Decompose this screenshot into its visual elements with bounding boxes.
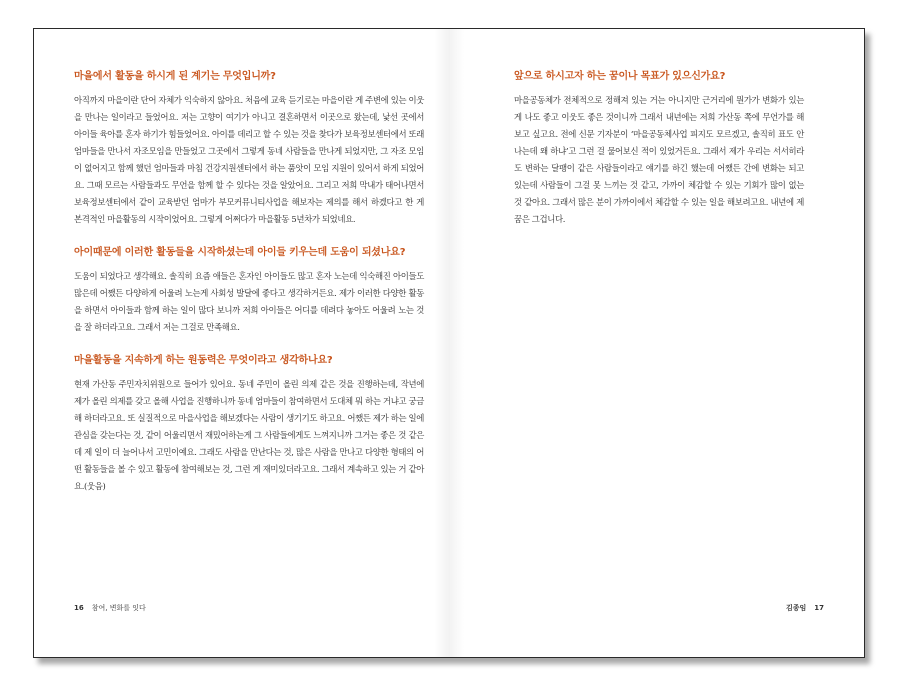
running-title: 참여, 변화를 잇다 (91, 604, 146, 612)
right-page (449, 29, 864, 657)
answer-paragraph: 마을공동체가 전체적으로 정해져 있는 거는 아니지만 근거리에 뭔가가 변화가 있는 게 나도 좋고 이웃도 좋은 것이니까 그래서 내년에는 저희 가산동 쪽에 무언가를 해보고 싶고요. 전에 신문 기자분이 ‘마을공동체사업 피지도 모르겠고, 솔직히 표도 안 나는데 왜 하냐’고 그런 걸 물어보신 적이 있었거든요. 그래서 제가 우리는 서서히라도 변하는 달팽이 같은 사람들이라고 얘기를 하긴 했는데 어쨌든 간에 변화는 되고 있는데 사람들이 그걸 못 느끼는 것 같고, 가까이 체감할 수 있는 기회가 많이 없는 것 같아요. 그래서 많은 분이 가까이에서 체감할 수 있는 일을 해보려고요. 내년에 제 꿈은 그겁니다. (514, 95, 804, 224)
answer-paragraph: 아직까지 마을이란 단어 자체가 익숙하지 않아요. 처음에 교육 듣기로는 마을이란 게 주변에 있는 이웃을 만나는 일이라고 들었어요. 저는 고향이 여기가 아니고 결혼하면서 이곳으로 왔는데, 낯선 곳에서 아이들 육아를 혼자 하기가 힘들었어요. 아이를 데리고 할 수 있는 것을 찾다가 보육정보센터에서 또래 엄마들을 만나서 자조모임을 만들었고 그곳에서 그렇게 동네 사람들을 만나게 되었지만, 그 자조 모임이 없어지고 함께 했던 엄마들과 마침 건강지원센터에서 하는 품앗이 모임 지원이 있어서 하게 되었어요. 그때 모르는 사람들과도 무언을 함께 할 수 있다는 것을 알았어요. 그리고 저희 막내가 태어나면서 보육정보센터에서 같이 교육받던 엄마가 부모커뮤니티사업을 해보자는 제의를 해서 하겠다고 한 게 본격적인 마을활동의 시작이었어요. 그렇게 어쩌다가 마을활동 5년차가 되었네요. (74, 95, 424, 224)
right-page-content (514, 70, 804, 228)
book-spread (33, 28, 865, 658)
right-page-footer (786, 603, 824, 613)
left-page-content (74, 70, 424, 495)
page-number: 16 (74, 604, 84, 612)
question-heading: 마을에서 활동을 하시게 된 계기는 무엇입니까? (74, 71, 276, 82)
left-page (34, 29, 449, 657)
answer-paragraph: 현재 가산동 주민자치위원으로 들어가 있어요. 동네 주민이 올린 의제 같은 것을 진행하는데, 작년에 제가 올린 의제를 갖고 올해 사업을 진행하니까 동네 엄마들이 참여하면서 도대체 뭐 하는 거냐고 궁금해 하더라고요. 또 실질적으로 마을사업을 해보겠다는 사람이 생기기도 하고요. 어쨌든 제가 하는 일에 관심을 갖는다는 것, 같이 어울리면서 재밌어하는게 그 사람들에게도 느껴지니까 그거는 좋은 것 같은데 제 일이 더 늘어나서 고민이예요. 그래도 사람을 만난다는 것, 많은 사람을 만나고 다양한 형태의 어떤 활동들을 볼 수 있고 활동에 참여해보는 것, 그런 게 재미있더라고요. 그래서 계속하고 있는 거 같아요.(웃음) (74, 379, 424, 491)
page-number: 17 (814, 604, 824, 612)
question-heading: 마을활동을 지속하게 하는 원동력은 무엇이라고 생각하나요? (74, 355, 333, 366)
author-name: 김종임 (785, 604, 807, 612)
question-heading: 아이때문에 이러한 활동들을 시작하셨는데 아이들 키우는데 도움이 되셨나요? (74, 247, 406, 258)
left-page-footer (74, 603, 146, 613)
answer-paragraph: 도움이 되었다고 생각해요. 솔직히 요즘 애들은 혼자인 아이들도 많고 혼자 노는데 익숙해진 아이들도 많은데 어쨌든 다양하게 어울려 노는게 사회성 발달에 좋다고 생각하거든요. 제가 이러한 다양한 활동을 하면서 아이들과 함께 하는 일이 많다 보니까 저희 아이들은 어디를 데려다 놓아도 어울려 노는 것을 잘 하더라고요. 그래서 저는 그걸로 만족해요. (74, 271, 424, 332)
question-heading: 앞으로 하시고자 하는 꿈이나 목표가 있으신가요? (514, 71, 726, 82)
